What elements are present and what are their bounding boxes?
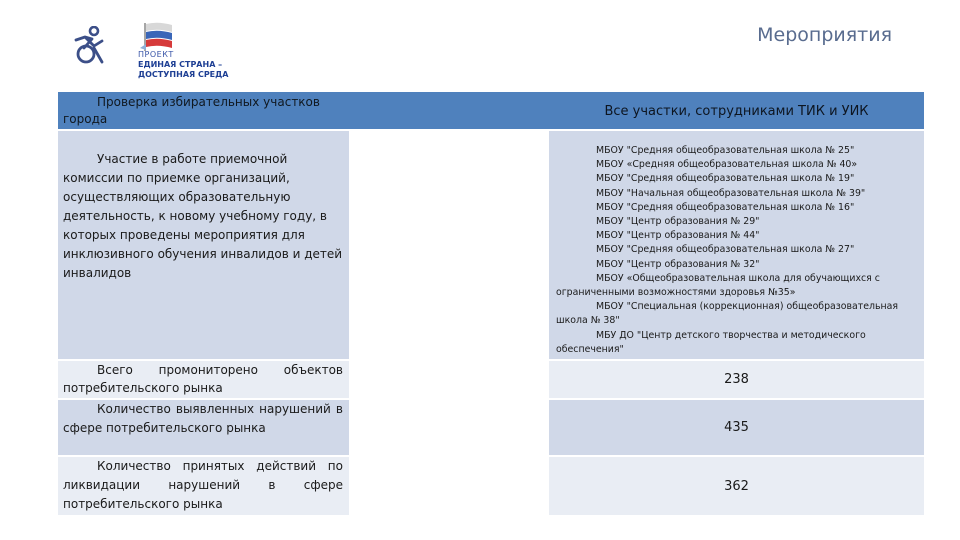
project-logo-text [138, 50, 248, 80]
logo-line-1: ПРОЕКТ [138, 50, 174, 59]
list-item: МБОУ «Общеобразовательная школа для обучающихся с ограниченными возможностями здоровья №35» [556, 272, 880, 299]
row-5-left: Количество принятых действий по ликвидации нарушений в сфере потребительского рынка [58, 457, 349, 515]
list-item: МБОУ "Центр образования № 44" [596, 230, 760, 242]
accessibility-logo-icon [72, 26, 106, 64]
list-item: МБОУ "Средняя общеобразовательная школа № 16" [596, 201, 855, 213]
list-item: МБОУ "Центр образования № 32" [596, 258, 760, 270]
logo-line-3: ДОСТУПНАЯ СРЕДА [138, 70, 229, 79]
row-4-left: Количество выявленных нарушений в сфере потребительского рынка [58, 400, 349, 455]
logo-line-2: ЕДИНАЯ СТРАНА – [138, 60, 223, 69]
row-4-right: 435 [549, 400, 924, 455]
list-item: МБОУ «Средняя общеобразовательная школа № 40» [596, 159, 858, 171]
row-1-middle [349, 92, 549, 129]
row-2-right-list [549, 131, 924, 359]
list-item: МБОУ "Центр образования № 29" [596, 216, 760, 228]
row-3-left: Всего промониторено объектов потребительского рынка [58, 361, 349, 398]
list-item: МБОУ "Средняя общеобразовательная школа № 19" [596, 173, 855, 185]
list-item: МБУ ДО "Центр детского творчества и методического обеспечения" [556, 329, 866, 355]
row-2-left: Участие в работе приемочной комиссии по приемке организаций, осуществляющих образовательную деятельность, к новому учебному году, в которых проведены мероприятия для инклюзивного обучения инвалидов и детей инвалидов [58, 131, 349, 359]
page-title: Мероприятия [757, 24, 892, 46]
row-1-left: Проверка избирательных участков города [58, 92, 349, 129]
list-item: МБОУ "Специальная (коррекционная) общеобразовательная школа № 38" [556, 301, 899, 327]
list-item: МБОУ "Начальная общеобразовательная школа № 39" [596, 187, 866, 199]
events-table [58, 92, 924, 515]
list-item: МБОУ "Средняя общеобразовательная школа № 27" [596, 244, 855, 256]
row-3-right: 238 [549, 361, 924, 398]
row-1-right: Все участки, сотрудниками ТИК и УИК [549, 92, 924, 129]
row-5-right: 362 [549, 457, 924, 515]
party-flag-icon [138, 22, 184, 52]
list-item: МБОУ "Средняя общеобразовательная школа № 25" [596, 145, 855, 156]
